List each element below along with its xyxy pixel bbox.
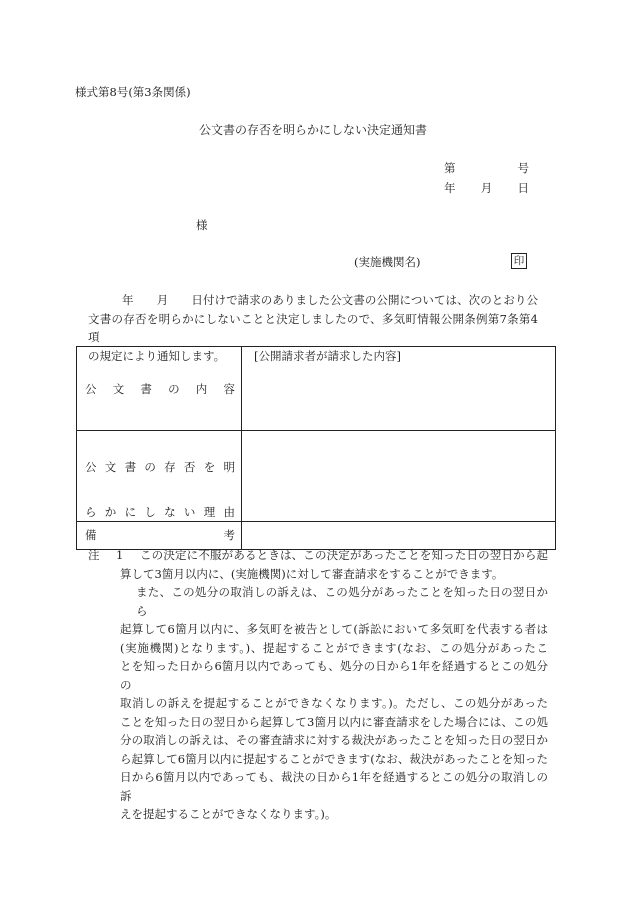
table-row — [77, 431, 556, 522]
addressee-honorific: 様 — [196, 218, 208, 232]
body-line: 文書の存否を明らかにしないことと決定しましたので、多気町情報公開条例第7条第4項 — [88, 311, 538, 344]
reason-cell — [242, 431, 556, 522]
note-line: 日から6箇月以内であっても、裁決の日から1年を経過するとこの処分の取消しの訴 — [120, 770, 548, 803]
note-number: 1 — [116, 548, 124, 562]
body-line: の規定により通知します。 — [88, 348, 226, 363]
reason-label-line: らかにしない理由 — [85, 505, 235, 519]
note-line: また、この処分の取消しの訴えは、この処分があったことを知った日の翌日から — [136, 585, 548, 618]
note-line: ら起算して6箇月以内に提起することができます(なお、裁決があったことを知った — [120, 751, 548, 766]
reason-label-line: 公文書の存否を明 — [85, 460, 235, 474]
note-line: ことを知った日の翌日から起算して3箇月以内に審査請求をした場合には、この処 — [120, 714, 548, 729]
body-line: 年 月 日付けで請求のありました公文書の公開については、次のとおり公 — [122, 293, 538, 307]
date-month: 月 — [480, 181, 493, 195]
date-day: 日 — [517, 181, 529, 195]
content-cell — [242, 347, 556, 431]
form-number: 様式第8号(第3条関係) — [75, 85, 191, 99]
notes-section — [88, 546, 548, 824]
note-line: 起算して6箇月以内に、多気町を被告として(訴訟において多気町を代表する者は — [120, 622, 548, 636]
decision-table — [76, 346, 556, 550]
note-line: とを知った日から6箇月以内であっても、処分の日から1年を経過するとこの処分の — [120, 659, 548, 692]
seal-mark: 印 — [511, 253, 527, 269]
table-row — [77, 347, 556, 431]
note-mark: 注 — [88, 548, 100, 562]
note-line: 算して3箇月以内に、(実施機関)に対して審査請求をすることができます。 — [120, 566, 504, 581]
date-row — [444, 180, 529, 196]
note-line: この決定に不服があるときは、この決定があったことを知った日の翌日から起 — [140, 548, 548, 562]
note-line: (実施機関)となります。)、提起することができます(なお、この処分があったこ — [120, 640, 548, 655]
issuing-agency: (実施機関名) — [354, 255, 421, 269]
note-continuation — [88, 565, 548, 824]
number-suffix: 号 — [517, 161, 529, 175]
request-content: [公開請求者が請求した内容] — [254, 349, 401, 363]
number-prefix: 第 — [444, 161, 456, 175]
document-number-row — [444, 160, 529, 176]
document-title: 公文書の存否を明らかにしない決定通知書 — [199, 123, 428, 137]
note-line: 取消しの訴えを提起することができなくなります。)。ただし、この処分があった — [120, 696, 548, 710]
note-line: 分の取消しの訴えは、その審査請求に対する裁決があったことを知った日の翌日か — [120, 733, 548, 747]
note-first-line — [88, 546, 548, 565]
date-year: 年 — [444, 181, 456, 195]
remarks-label: 備考 — [85, 528, 235, 542]
label-cell — [77, 431, 242, 522]
content-label: 公文書の内容 — [85, 382, 235, 396]
note-line: えを提起することができなくなります。)。 — [120, 807, 337, 821]
label-cell — [77, 347, 242, 431]
